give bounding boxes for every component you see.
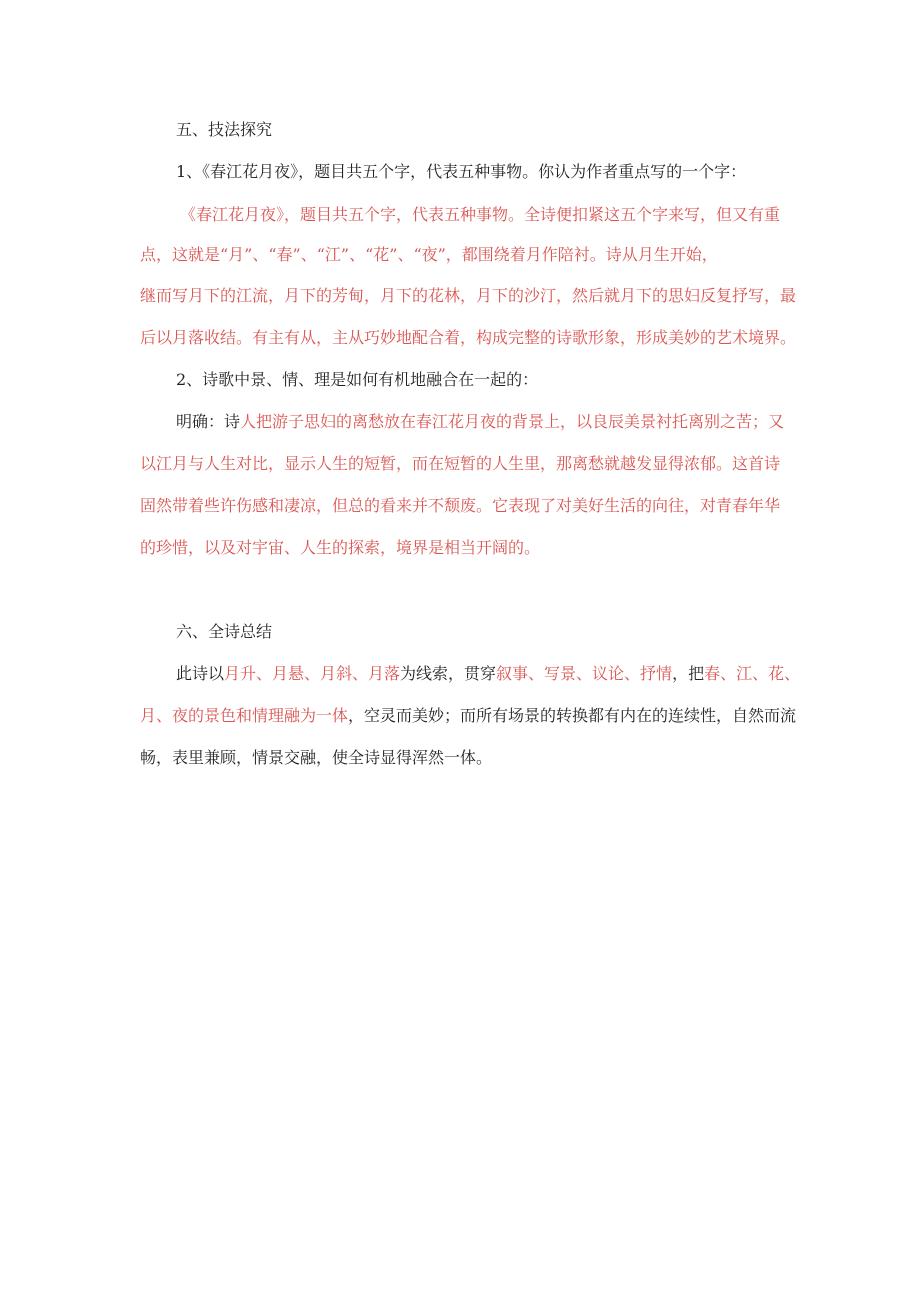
section5-heading: 五、技法探究 <box>176 120 273 139</box>
answer-1-line-1: 《春江花月夜》，题目共五个字，代表五种事物。全诗便扣紧这五个字来写，但又有重 <box>180 205 781 224</box>
answer-2-line-1-text: 人把游子思妇的离愁放在春江花月夜的背景上，以良辰美景衬托离别之苦；又 <box>240 412 785 431</box>
summary-line-3: 畅，表里兼顾，情景交融，使全诗显得浑然一体。 <box>140 748 493 767</box>
summary-text: 此诗以 <box>176 664 225 683</box>
answer-1-line-3: 继而写月下的江流，月下的芳甸，月下的花林，月下的沙汀，然后就月下的思妇反复抒写，最 <box>140 286 797 305</box>
section6-heading: 六、全诗总结 <box>176 622 273 641</box>
answer-1-line-2: 点，这就是“月”、“春”、“江”、“花”、“夜”，都围绕着月作陪衬。诗从月生开始， <box>140 245 718 264</box>
question-1: 1、《春江花月夜》，题目共五个字，代表五种事物。你认为作者重点写的一个字： <box>176 162 747 181</box>
summary-line-1 <box>176 664 800 684</box>
summary-highlight: 月、夜的景色和情理融为一体 <box>140 706 349 725</box>
summary-line-2 <box>140 706 796 726</box>
answer-1-line-4: 后以月落收结。有主有从，主从巧妙地配合着，构成完整的诗歌形象，形成美妙的艺术境界。 <box>140 328 797 347</box>
answer-2-line-2: 以江月与人生对比，显示人生的短暂，而在短暂的人生里，那离愁就越发显得浓郁。这首诗 <box>140 454 781 473</box>
answer-2-line-1 <box>176 412 784 432</box>
summary-text: 为线索，贯穿 <box>400 664 497 683</box>
summary-text: ，空灵而美妙；而所有场景的转换都有内在的连续性，自然而流 <box>348 706 797 725</box>
summary-highlight: 叙事、写景、议论、抒情 <box>496 664 673 683</box>
summary-text: ，把 <box>672 664 705 683</box>
summary-highlight: 月升、月悬、月斜、月落 <box>224 664 401 683</box>
summary-highlight: 春、江、花、 <box>704 664 801 683</box>
answer-2-line-3: 固然带着些许伤感和凄凉，但总的看来并不颓废。它表现了对美好生活的向往，对青春年华 <box>140 496 781 515</box>
answer-2-line-4: 的珍惜，以及对宇宙、人生的探索，境界是相当开阔的。 <box>140 538 541 557</box>
answer-2-prefix: 明确：诗 <box>176 412 241 431</box>
question-2: 2、诗歌中景、情、理是如何有机地融合在一起的： <box>176 370 539 389</box>
